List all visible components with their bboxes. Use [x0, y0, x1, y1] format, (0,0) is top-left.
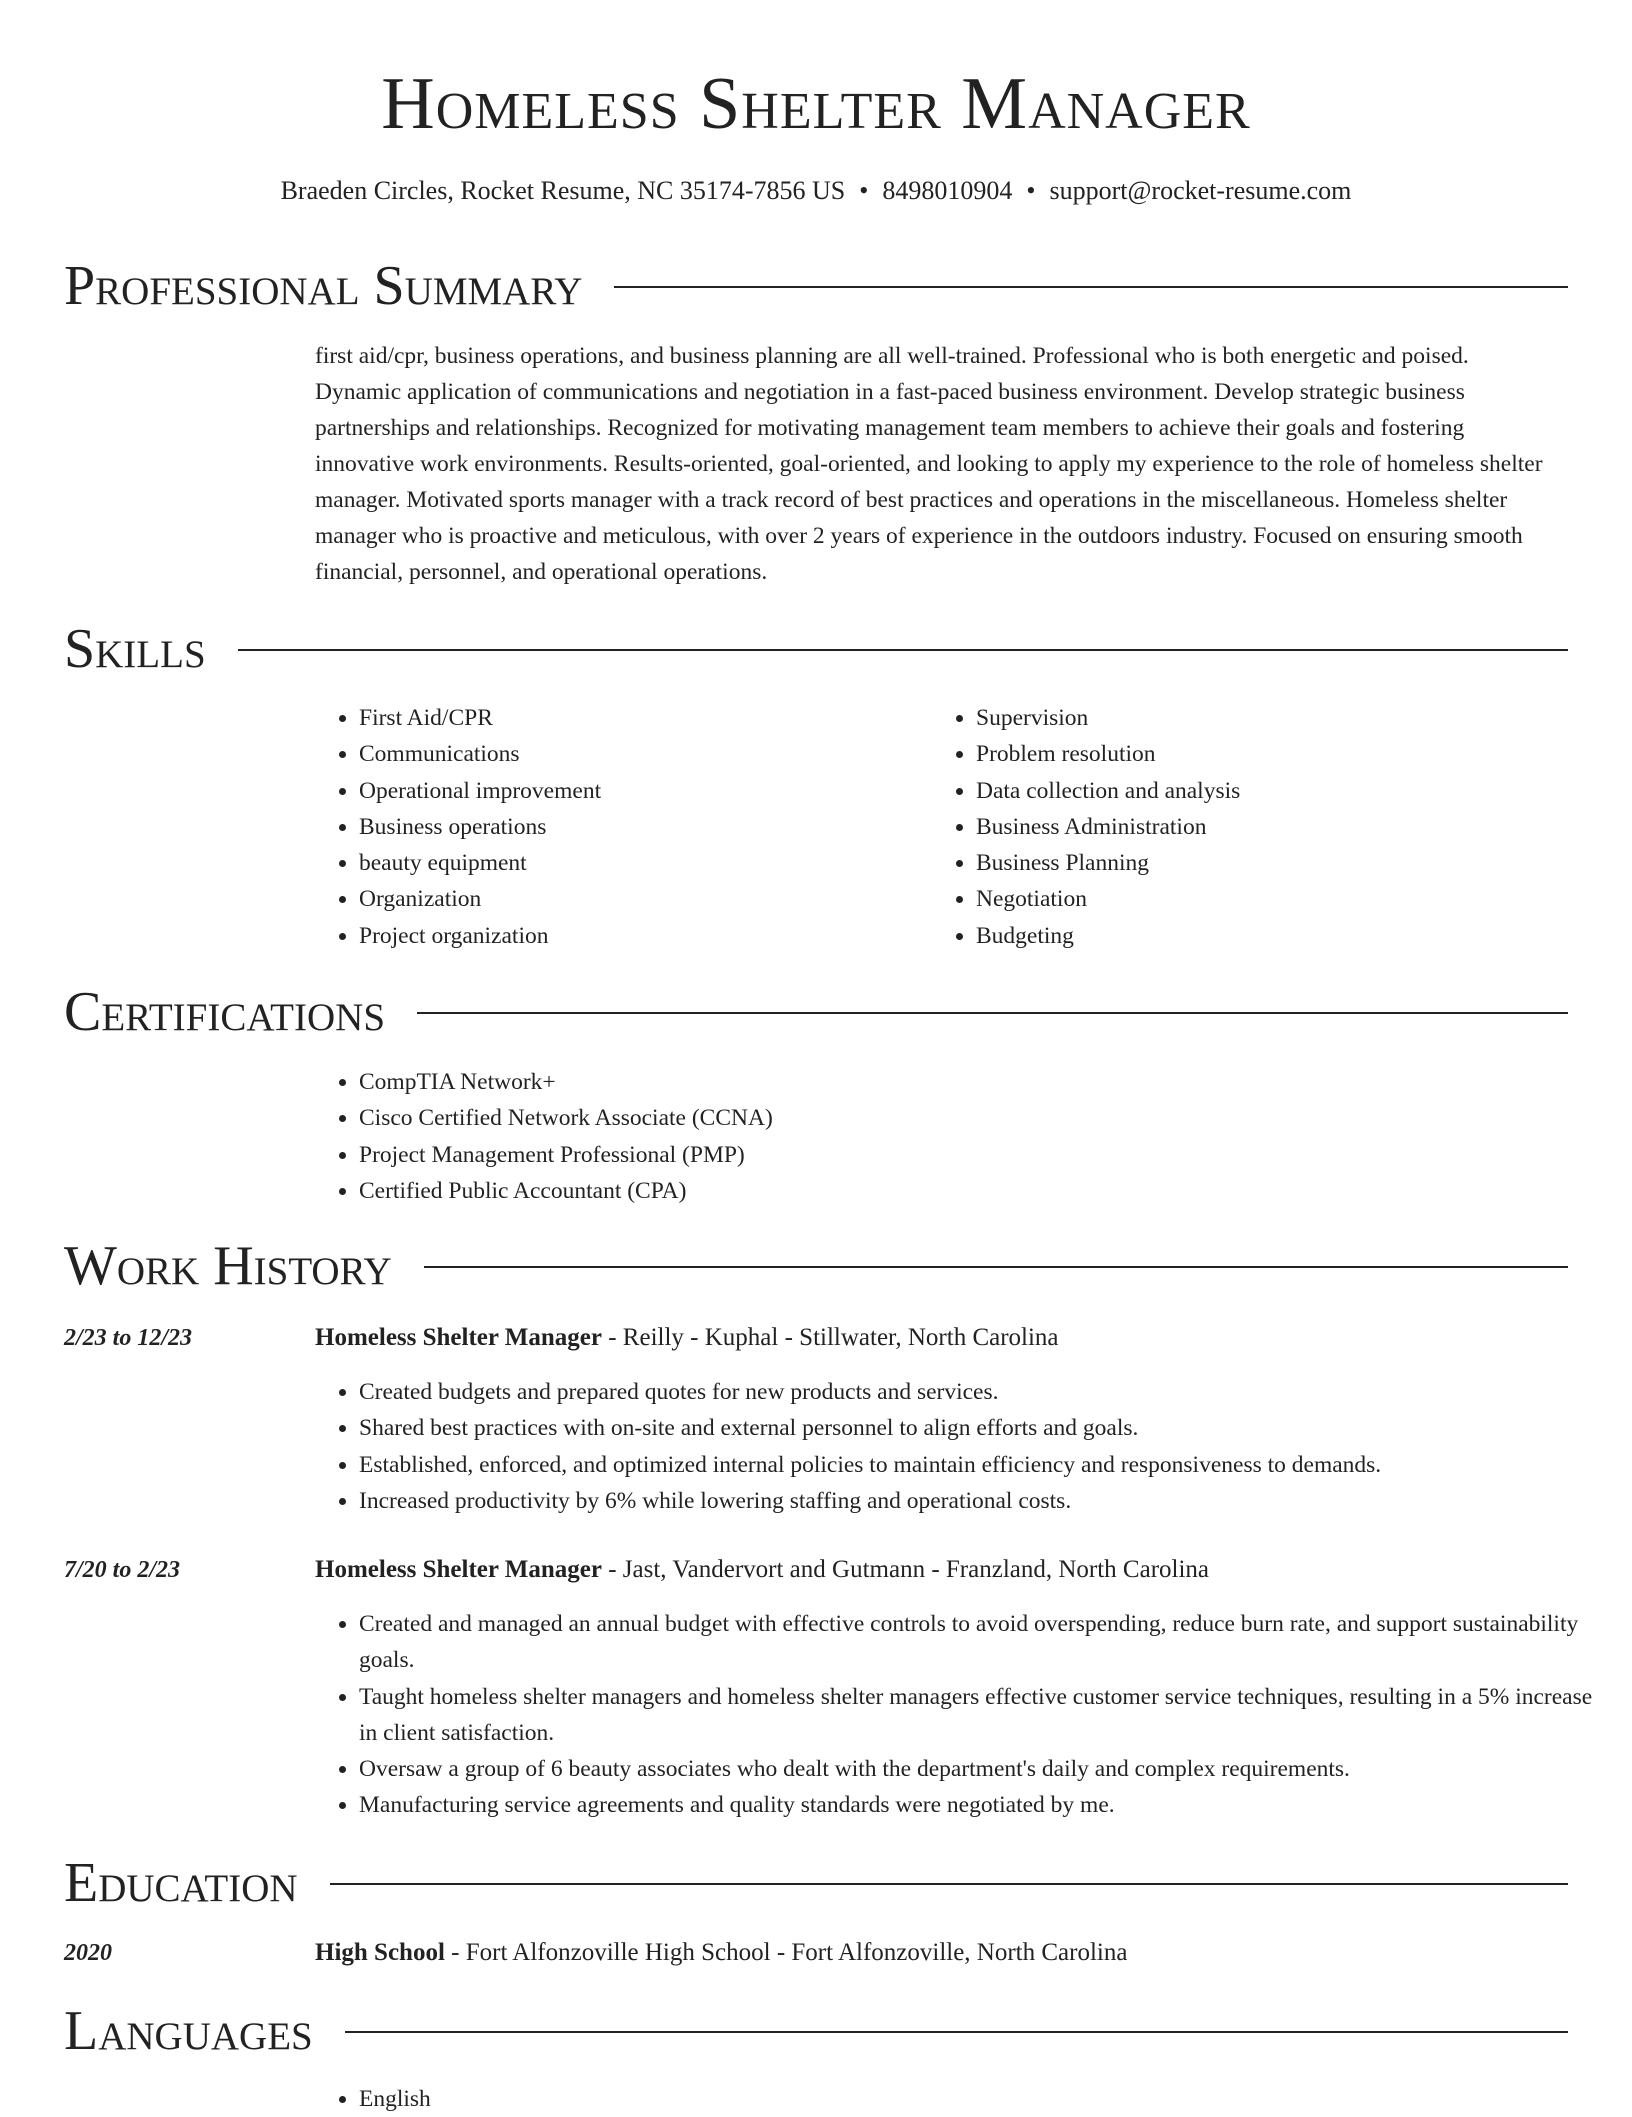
section-header-work-history	[64, 1232, 1568, 1300]
summary-text: first aid/cpr, business operations, and business planning are all well-trained. Professional who is both energetic and poised. Dynamic application of communications and negotiation in a fast-paced business environment. Develop strategic business partnerships and relationships. Recognized for motivating management team members to achieve their goals and fostering innovative work environments. Results-oriented, goal-oriented, and looking to apply my experience to the role of homeless shelter manager. Motivated sports manager with a track record of best practices and operations in the miscellaneous. Homeless shelter manager who is proactive and meticulous, with over 2 years of experience in the outdoors industry. Focused on ensuring smooth financial, personnel, and operational operations.	[315, 343, 1543, 585]
list-item: • Oversaw a group of 6 beauty associates who dealt with the department's daily and complex requirements.	[359, 1751, 1599, 1787]
section-title: Certifications	[64, 981, 386, 1043]
section-divider	[417, 1012, 1568, 1014]
job-title-line	[315, 1320, 1560, 1356]
section-header-certifications	[64, 978, 1568, 1046]
section-title: Professional Summary	[64, 255, 583, 317]
education-degree: High School	[315, 1939, 445, 1966]
list-item: • Manufacturing service agreements and quality standards were negotiated by me.	[359, 1787, 1599, 1823]
list-item: • Increased productivity by 6% while lowering staffing and operational costs.	[359, 1483, 1599, 1519]
contact-email: support@rocket-resume.com	[1049, 176, 1352, 205]
list-item: • Cisco Certified Network Associate (CCNA)	[359, 1100, 1599, 1136]
education-details: - Fort Alfonzoville High School - Fort Alfonzoville, North Carolina	[444, 1939, 1128, 1966]
section-title: Languages	[64, 2000, 313, 2062]
section-header-skills	[64, 615, 1568, 683]
contact-separator: •	[859, 176, 869, 205]
section-header-languages	[64, 1997, 1568, 2065]
list-item: • Negotiation	[976, 881, 1576, 917]
certifications-list	[315, 1064, 1599, 1209]
list-item: • Business operations	[359, 809, 919, 845]
section-header-education	[64, 1849, 1568, 1917]
list-item: • First Aid/CPR	[359, 700, 919, 736]
list-item: • Organization	[359, 881, 919, 917]
list-item: • Created budgets and prepared quotes for new products and services.	[359, 1374, 1599, 1410]
list-item: • Communications	[359, 736, 919, 772]
list-item: • Business Planning	[976, 845, 1576, 881]
list-item: • English	[359, 2081, 1599, 2117]
list-item: • Shared best practices with on-site and external personnel to align efforts and goals.	[359, 1410, 1599, 1446]
section-header-summary	[64, 252, 1568, 320]
list-item: • Certified Public Accountant (CPA)	[359, 1173, 1599, 1209]
list-item: • Problem resolution	[976, 736, 1576, 772]
education-year: 2020	[64, 1940, 112, 1966]
list-item: • Established, enforced, and optimized internal policies to maintain efficiency and responsiveness to demands.	[359, 1447, 1599, 1483]
list-item: • Business Administration	[976, 809, 1576, 845]
section-divider	[238, 649, 1568, 651]
section-title: Skills	[64, 618, 206, 680]
section-divider	[345, 2031, 1568, 2033]
list-item: • Project organization	[359, 918, 919, 954]
list-item: • Project Management Professional (PMP)	[359, 1137, 1599, 1173]
job-title-line	[315, 1552, 1560, 1588]
section-divider	[614, 286, 1568, 288]
list-item: • CompTIA Network+	[359, 1064, 1599, 1100]
contact-phone: 8498010904	[882, 176, 1013, 205]
list-item: • Supervision	[976, 700, 1576, 736]
contact-separator: •	[1026, 176, 1036, 205]
contact-address: Braeden Circles, Rocket Resume, NC 35174-7856 US	[280, 176, 846, 205]
skills-list-right	[932, 700, 1576, 954]
job-dates: 7/20 to 2/23	[64, 1557, 181, 1583]
section-title: Education	[64, 1852, 298, 1914]
list-item: • Budgeting	[976, 918, 1576, 954]
job-role: Homeless Shelter Manager	[315, 1324, 602, 1351]
job-details: - Jast, Vandervort and Gutmann - Franzland, North Carolina	[601, 1556, 1210, 1583]
list-item: • Created and managed an annual budget with effective controls to avoid overspending, reduce burn rate, and support sustainability goals.	[359, 1606, 1599, 1679]
education-line	[315, 1935, 1560, 1971]
job-dates: 2/23 to 12/23	[64, 1325, 193, 1351]
section-divider	[330, 1883, 1568, 1885]
section-title: Work History	[64, 1235, 392, 1297]
job-bullets	[315, 1606, 1599, 1824]
skills-list-left	[315, 700, 919, 954]
candidate-name: Homeless Shelter Manager	[381, 63, 1251, 145]
list-item: • Data collection and analysis	[976, 773, 1576, 809]
job-role: Homeless Shelter Manager	[315, 1556, 602, 1583]
job-bullets	[315, 1374, 1599, 1519]
list-item: • beauty equipment	[359, 845, 919, 881]
list-item: • Taught homeless shelter managers and homeless shelter managers effective customer service techniques, resulting in a 5% increase in client satisfaction.	[359, 1679, 1599, 1752]
job-details: - Reilly - Kuphal - Stillwater, North Carolina	[601, 1324, 1059, 1351]
contact-line	[0, 173, 1632, 209]
list-item: • Operational improvement	[359, 773, 919, 809]
section-divider	[424, 1266, 1568, 1268]
